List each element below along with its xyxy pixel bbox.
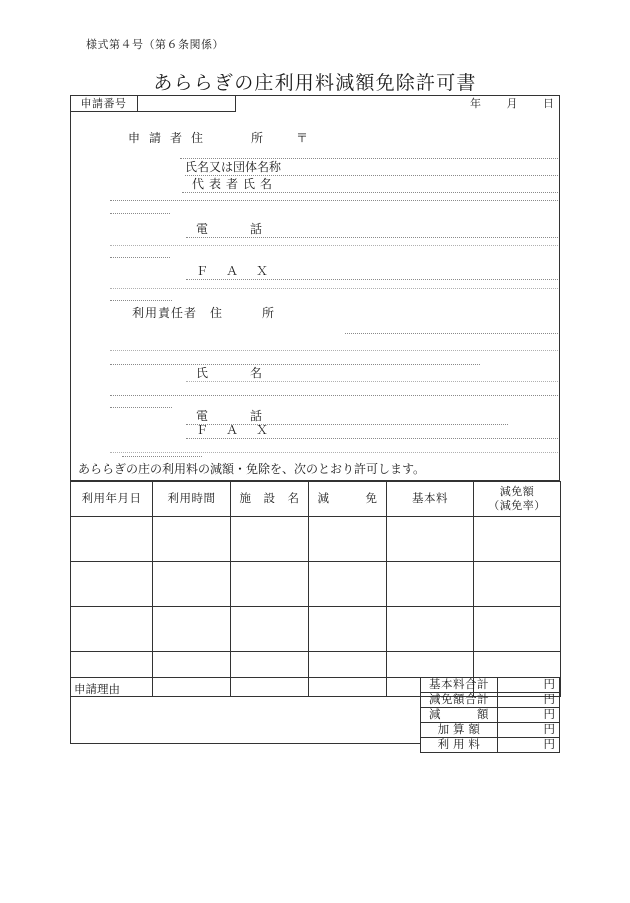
- cell-time[interactable]: [153, 562, 231, 607]
- postal-mark-icon: 〒: [296, 131, 309, 145]
- separator-rule-9: [110, 395, 558, 396]
- totals-unit-usage-fee: 円: [543, 739, 555, 751]
- form-number: 様式第４号（第６条関係）: [86, 39, 224, 51]
- responsible-name-rule[interactable]: [186, 381, 558, 382]
- totals-unit-deduction: 円: [543, 709, 555, 721]
- separator-rule-1: [110, 200, 558, 201]
- table-row[interactable]: [71, 562, 561, 607]
- totals-table: [420, 677, 560, 753]
- responsible-fax-rule[interactable]: [186, 438, 558, 439]
- totals-label-deduction: 減 額: [421, 708, 498, 723]
- column-header-date: 利用年月日: [71, 482, 153, 517]
- separator-rule-6: [110, 300, 172, 301]
- cell-date[interactable]: [71, 607, 153, 652]
- column-header-time: 利用時間: [153, 482, 231, 517]
- totals-row-base-fee-sum: [421, 678, 560, 693]
- column-header-base-fee: 基本料: [387, 482, 474, 517]
- column-header-reduction-amount: [474, 482, 561, 517]
- separator-rule-7: [110, 350, 558, 351]
- cell-reduction-amount[interactable]: [474, 562, 561, 607]
- table-row[interactable]: [71, 517, 561, 562]
- cell-time[interactable]: [153, 517, 231, 562]
- totals-value-addition[interactable]: [498, 723, 560, 738]
- applicant-address-rule[interactable]: [180, 158, 558, 159]
- permission-statement: あららぎの庄の利用料の減額・免除を、次のとおり許可します。: [78, 462, 426, 476]
- column-header-reduction-amount-main: 減免額: [499, 486, 535, 498]
- applicant-address-label: 申 請 者 住 所: [128, 131, 267, 145]
- date-field[interactable]: [470, 96, 554, 112]
- totals-value-reduction-sum[interactable]: [498, 693, 560, 708]
- cell-reduction-amount[interactable]: [474, 517, 561, 562]
- column-header-reduction: 減 免: [309, 482, 387, 517]
- cell-reduction[interactable]: [309, 562, 387, 607]
- totals-unit-reduction-sum: 円: [543, 694, 555, 706]
- totals-unit-addition: 円: [543, 724, 555, 736]
- usage-table-header-row: [71, 482, 561, 517]
- totals-label-usage-fee: 利 用 料: [421, 738, 498, 753]
- cell-facility[interactable]: [231, 562, 309, 607]
- applicant-representative-label: 代 表 者 氏 名: [192, 177, 274, 191]
- cell-date[interactable]: [71, 517, 153, 562]
- date-day-label: 日: [543, 98, 554, 110]
- totals-value-deduction[interactable]: [498, 708, 560, 723]
- cell-base-fee[interactable]: [387, 607, 474, 652]
- applicant-fax-label: Ｆ Ａ Ｘ: [196, 264, 272, 278]
- cell-base-fee[interactable]: [387, 562, 474, 607]
- usage-table-body: [71, 517, 561, 697]
- cell-base-fee[interactable]: [387, 517, 474, 562]
- applicant-name-rule[interactable]: [185, 175, 558, 176]
- separator-rule-4: [110, 257, 170, 258]
- reason-box[interactable]: [70, 677, 420, 744]
- totals-row-reduction-sum: [421, 693, 560, 708]
- application-number-input[interactable]: [139, 96, 235, 112]
- cell-facility[interactable]: [231, 607, 309, 652]
- date-year-label: 年: [470, 98, 481, 110]
- separator-rule-3: [110, 245, 558, 246]
- totals-row-addition: [421, 723, 560, 738]
- cell-reduction[interactable]: [309, 607, 387, 652]
- totals-value-base-fee-sum[interactable]: [498, 678, 560, 693]
- column-header-facility: 施 設 名: [231, 482, 309, 517]
- totals-label-addition: 加 算 額: [421, 723, 498, 738]
- cell-time[interactable]: [153, 607, 231, 652]
- separator-rule-8: [110, 364, 480, 365]
- page-title: あららぎの庄利用料減額免除許可書: [153, 73, 477, 94]
- responsible-tel-label: 電 話: [196, 409, 269, 423]
- separator-rule-2: [110, 213, 170, 214]
- column-header-reduction-rate-sub: （減免率）: [488, 500, 546, 512]
- separator-rule-11: [110, 452, 558, 453]
- totals-row-deduction: [421, 708, 560, 723]
- table-row[interactable]: [71, 607, 561, 652]
- applicant-fax-rule[interactable]: [186, 279, 558, 280]
- separator-rule-5: [110, 288, 558, 289]
- cell-facility[interactable]: [231, 517, 309, 562]
- responsible-section-label: 利用責任者 住 所: [132, 306, 276, 320]
- reason-label: 申請理由: [74, 684, 120, 696]
- date-month-label: 月: [506, 98, 518, 110]
- usage-table: [70, 481, 561, 697]
- applicant-representative-rule[interactable]: [182, 192, 558, 193]
- totals-value-usage-fee[interactable]: [498, 738, 560, 753]
- cell-reduction[interactable]: [309, 517, 387, 562]
- applicant-tel-label: 電 話: [196, 222, 269, 236]
- totals-label-base-fee-sum: 基本料合計: [421, 678, 498, 693]
- responsible-name-label: 氏 名: [196, 366, 269, 380]
- cell-reduction-amount[interactable]: [474, 607, 561, 652]
- cell-date[interactable]: [71, 562, 153, 607]
- responsible-address-rule[interactable]: [345, 333, 558, 334]
- totals-label-reduction-sum: 減免額合計: [421, 693, 498, 708]
- applicant-name-label: 氏名又は団体名称: [185, 160, 282, 174]
- statement-overline: [122, 456, 202, 457]
- separator-rule-10: [110, 407, 172, 408]
- responsible-fax-label: Ｆ Ａ Ｘ: [196, 423, 272, 437]
- application-number-label: 申請番号: [70, 96, 138, 112]
- totals-row-usage-fee: [421, 738, 560, 753]
- applicant-tel-rule[interactable]: [186, 237, 558, 238]
- totals-unit-base-fee-sum: 円: [543, 679, 555, 691]
